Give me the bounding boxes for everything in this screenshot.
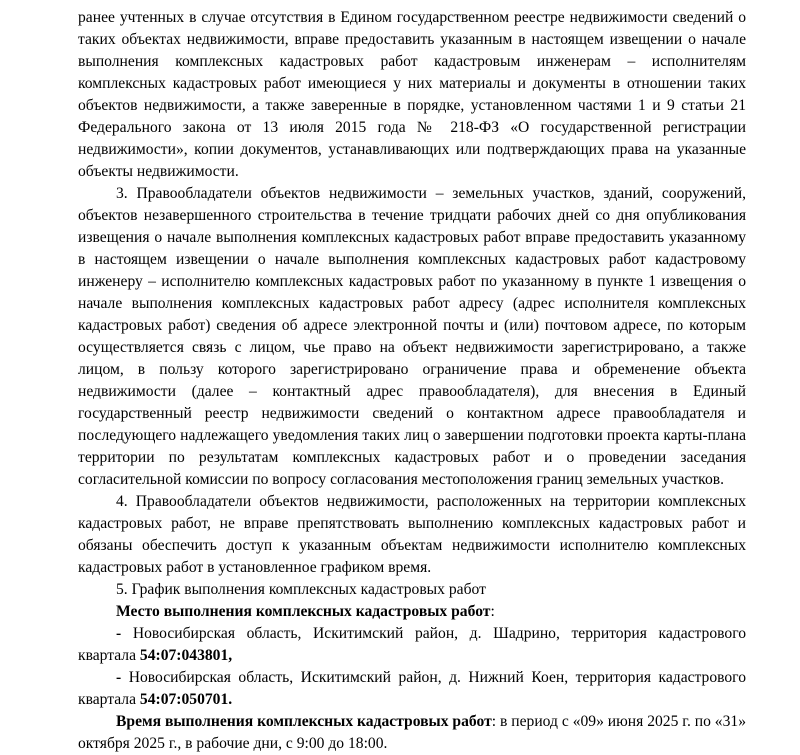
place-label: Место выполнения комплексных кадастровых работ xyxy=(116,603,491,620)
item2-text: Новосибирская область, Искитимский район, д. Нижний Коен, территория кадастрового квартала xyxy=(78,669,746,708)
document-page xyxy=(78,7,746,755)
paragraph-5: 5. График выполнения комплексных кадастровых работ xyxy=(116,581,486,598)
item2-dash: - xyxy=(116,669,122,686)
paragraph-3: 3. Правообладатели объектов недвижимости – земельных участков, зданий, сооружений, объектов незавершенного строительства в течение тридцати рабочих дней со дня опубликования извещения о начале выполнения комплексных кадастровых работ вправе предоставить указанному в настоящем извещении о начале выполнения комплексных кадастровых работ кадастровому инженеру – исполнителю комплексных кадастровых работ по указанному в пункте 1 извещения о начале выполнения комплексных кадастровых работ адресу (адрес исполнителя комплексных кадастровых работ) сведения об адресе электронной почты и (или) почтовом адресе, по которым осуществляется связь с лицом, чье право на объект недвижимости зарегистрировано, а также лицом, в пользу которого зарегистрировано ограничение права и обременение объекта недвижимости (далее – контактный адрес правообладателя), для внесения в Единый государственный реестр недвижимости сведений о контактном адресе правообладателя и последующего надлежащего уведомления таких лиц о завершении подготовки проекта карты-плана территории по результатам комплексных кадастровых работ и о проведении заседания согласительной комиссии по вопросу согласования местоположения границ земельных участков. xyxy=(78,185,746,488)
item1-dash: - xyxy=(116,625,122,642)
time-text: : в период с «09» июня 2025 г. по «31» октября 2025 г., в рабочие дни, с 9:00 до 18:00. xyxy=(78,713,746,752)
place-heading xyxy=(78,601,746,623)
place-item-1 xyxy=(78,623,746,667)
time-label: Время выполнения комплексных кадастровых работ xyxy=(116,713,492,730)
item2-code: 54:07:050701. xyxy=(139,691,233,708)
place-item-2 xyxy=(78,667,746,711)
time-paragraph xyxy=(78,711,746,755)
place-colon: : xyxy=(490,603,495,620)
item1-text: Новосибирская область, Искитимский район, д. Шадрино, территория кадастрового квартала xyxy=(78,625,746,664)
paragraph-4: 4. Правообладатели объектов недвижимости, расположенных на территории комплексных кадастровых работ, не вправе препятствовать выполнению комплексных кадастровых работ и обязаны обеспечить доступ к указанным объектам недвижимости исполнителю комплексных кадастровых работ в установленное графиком время. xyxy=(78,493,746,576)
item1-code: 54:07:043801, xyxy=(139,647,233,664)
paragraph-continuation: ранее учтенных в случае отсутствия в Едином государственном реестре недвижимости сведений о таких объектах недвижимости, вправе предоставить указанным в настоящем извещении о начале выполнения комплексных кадастровых работ кадастровым инженерам – исполнителям комплексных кадастровых работ имеющиеся у них материалы и документы в отношении таких объектов недвижимости, а также заверенные в порядке, установленном частями 1 и 9 статьи 21 Федерального закона от 13 июля 2015 года № 218-ФЗ «О государственной регистрации недвижимости», копии документов, устанавливающих или подтверждающих права на указанные объекты недвижимости. xyxy=(78,9,746,180)
